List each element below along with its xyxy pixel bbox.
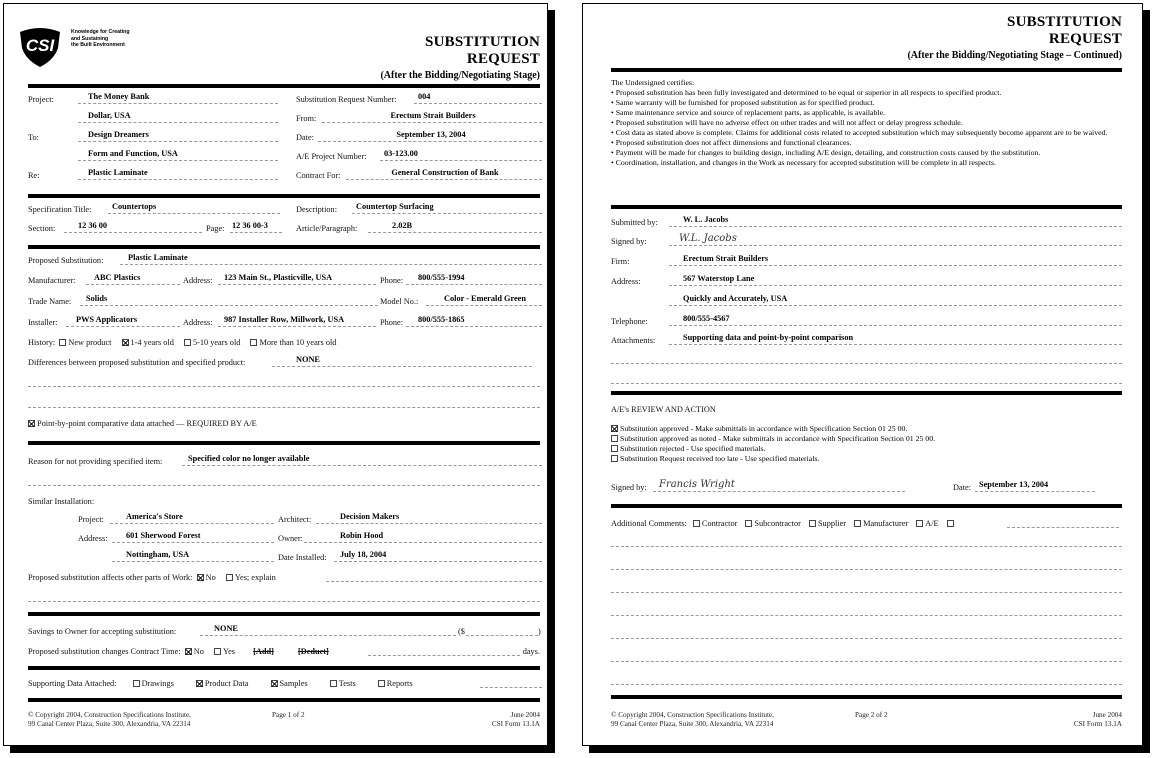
comment-line[interactable] [611,592,1122,593]
comment-line[interactable] [611,569,1122,570]
project-label: Project: [28,95,54,104]
description-label: Description: [296,205,338,214]
firm-field[interactable]: Erectum Strait Builders [669,254,1122,266]
comment-option-label: Manufacturer [863,519,909,528]
comment-option[interactable] [693,519,737,528]
savings-field[interactable]: NONE [200,624,456,636]
history-group [28,338,344,347]
comment-option-label: Subcontractor [754,519,801,528]
history-option-1-4[interactable]: 1-4 years old [122,338,174,347]
additional-comments-group [611,519,964,528]
checkbox[interactable] [611,455,618,462]
checkbox[interactable] [611,435,618,442]
contract-time-yes[interactable]: Yes [214,647,235,656]
checkbox[interactable] [250,339,257,346]
similar-project-field[interactable]: America's Store [110,512,274,524]
date-field[interactable]: September 13, 2004 [318,130,542,142]
checkbox[interactable] [745,520,752,527]
logo-tagline: Knowledge for Creating and Sustaining the Built Environment [71,29,130,48]
savings-dollar-suffix: ) [538,627,541,636]
to-field-line2[interactable]: Form and Function, USA [78,149,278,161]
manufacturer-label: Manufacturer: [28,276,76,285]
section-divider [611,695,1122,699]
date-label: Date: [296,133,314,142]
copyright-text: © Copyright 2004, Construction Specifications Institute, [28,711,191,719]
comment-option[interactable] [809,519,846,528]
review-option[interactable] [611,424,1122,434]
section-field[interactable]: 12 36 00 [64,221,202,233]
comment-option-label: Contractor [701,519,738,528]
checkbox[interactable] [330,680,337,687]
section-divider [28,612,540,616]
attachments-label: Attachments: [611,336,656,345]
supporting-other-field[interactable] [480,676,542,688]
comment-option[interactable] [916,519,938,528]
contract-time-no[interactable]: No [185,647,204,656]
certification-item: • Same warranty will be furnished for proposed substitution as for specified product. [611,98,1122,108]
point-by-point-option[interactable]: Point-by-point comparative data attached — REQUIRED BY A/E [28,419,257,428]
section-divider [28,245,540,249]
address-text: 99 Canal Center Plaza, Suite 300, Alexandria, VA 22314 [28,720,191,728]
re-field[interactable]: Plastic Laminate [78,168,278,180]
supporting-drawings[interactable]: Drawings [133,679,174,688]
review-heading: A/E's REVIEW AND ACTION [611,405,716,414]
spec-title-field[interactable]: Countertops [108,202,280,214]
proposed-substitution-field[interactable]: Plastic Laminate [120,253,542,265]
certifications [611,78,1122,168]
comment-option-label: A/E [925,519,939,528]
ae-date-field[interactable]: September 13, 2004 [975,480,1095,492]
certification-item: • Proposed substitution will have no adverse effect on other trades and will not affect or delay progress schedule. [611,118,1122,128]
attachments-field[interactable]: Supporting data and point-by-point comparison [669,333,1122,345]
to-field[interactable]: Design Dreamers [78,130,278,142]
section-divider [28,441,540,445]
comment-line[interactable] [611,661,1122,662]
savings-dollar-prefix: ($ [458,627,465,636]
date-installed-field[interactable]: July 18, 2004 [334,550,542,562]
page-field[interactable]: 12 36 00-3 [230,221,282,233]
supporting-reports[interactable]: Reports [378,679,413,688]
review-option-label: Substitution rejected - Use specified materials. [620,444,766,453]
address-field[interactable]: 567 Waterstop Lane [669,274,1122,286]
certification-item: • Same maintenance service and source of replacement parts, as applicable, is available. [611,108,1122,118]
checkbox[interactable] [611,445,618,452]
supporting-tests[interactable]: Tests [330,679,356,688]
savings-label: Savings to Owner for accepting substitution: [28,627,177,636]
certification-item: • Cost data as stated above is complete. Claims for additional costs related to accepted substitution which may subsequently become apparent are to be waived. [611,128,1122,138]
trade-name-field[interactable]: Solids [80,294,378,306]
certifies-heading: The Undersigned certifies: [611,78,695,87]
checkbox[interactable] [916,520,923,527]
contract-for-label: Contract For: [296,171,341,180]
signed-by-label: Signed by: [611,237,647,246]
supporting-product-data[interactable]: Product Data [196,679,249,688]
installer-phone-label: Phone: [380,318,404,327]
checkbox[interactable] [947,520,954,527]
form-date: June 2004 [1092,711,1122,719]
owner-label: Owner: [278,534,303,543]
project-field-line2[interactable]: Dollar, USA [78,111,278,123]
review-options [611,424,1122,464]
manufacturer-address-field[interactable]: 123 Main St., Plasticville, USA [218,273,376,285]
architect-field[interactable]: Decision Makers [316,512,542,524]
differences-field[interactable]: NONE [272,355,532,367]
article-label: Article/Paragraph: [296,224,358,233]
signature[interactable]: W.L. Jacobs [669,234,1122,246]
page-title: SUBSTITUTION REQUEST (After the Bidding/Negotiating Stage – Continued) [907,14,1122,61]
ae-project-number-field[interactable]: 03-123.00 [380,149,542,161]
certification-item: • Proposed substitution has been fully investigated and determined to be equal or superior in all respects to specified product. [611,88,1122,98]
ae-project-number-label: A/E Project Number: [296,152,367,161]
page-title: SUBSTITUTION REQUEST (After the Bidding/Negotiating Stage) [380,34,540,81]
checkbox[interactable] [378,680,385,687]
spec-title-label: Specification Title: [28,205,92,214]
checkbox[interactable] [196,680,203,687]
manufacturer-phone-label: Phone: [380,276,404,285]
trade-name-label: Trade Name: [28,297,72,306]
address-field-line2[interactable]: Quickly and Accurately, USA [669,294,1122,306]
comments-other-field[interactable] [1007,516,1119,528]
section-label: Section: [28,224,56,233]
review-option[interactable] [611,454,1122,464]
telephone-field[interactable]: 800/555-4567 [669,314,1122,326]
review-option-label: Substitution approved as noted - Make submittals in accordance with Specification Section 01 25 00. [620,434,936,443]
section-divider [28,698,540,702]
to-label: To: [28,133,39,142]
svg-text:CSI: CSI [25,36,55,55]
similar-address-field-line2[interactable]: Nottingham, USA [112,550,274,562]
certification-item: • Coordination, installation, and changes in the Work as necessary for accepted substitution will be complete in all respects. [611,158,1122,168]
similar-project-label: Project: [78,515,104,524]
form-page-1 [3,3,548,746]
checkbox[interactable] [854,520,861,527]
similar-installation-heading: Similar Installation: [28,497,95,506]
comment-option[interactable] [854,519,908,528]
comment-line[interactable] [611,684,1122,685]
telephone-label: Telephone: [611,317,648,326]
section-divider [611,205,1122,209]
project-field[interactable]: The Money Bank [78,92,278,104]
section-divider [28,666,540,670]
article-field[interactable]: 2.02B [368,221,542,233]
certification-item: • Proposed substitution does not affect dimensions and functional clearances. [611,138,1122,148]
owner-field[interactable]: Robin Hood [304,531,542,543]
days-field[interactable] [368,644,520,656]
blank-line[interactable] [28,485,540,486]
affects-no-option[interactable]: No [197,573,216,582]
form-number: CSI Form 13.1A [491,720,540,728]
add-option[interactable]: [Add] [253,647,274,656]
date-installed-label: Date Installed: [278,553,327,562]
checkbox[interactable] [185,648,192,655]
checkbox[interactable] [28,420,35,427]
certification-item: • Payment will be made for changes to building design, including A/E design, detailing, and construction costs caused by the substitution. [611,148,1122,158]
blank-line[interactable] [611,363,1122,364]
proposed-substitution-label: Proposed Substitution: [28,256,104,265]
ae-signed-by-label: Signed by: [611,483,647,492]
request-number-label: Substitution Request Number: [296,95,397,104]
manufacturer-address-label: Address: [183,276,213,285]
history-option-5-10[interactable]: 5-10 years old [184,338,240,347]
re-label: Re: [28,171,40,180]
ae-signature[interactable]: Francis Wright [653,480,905,492]
firm-label: Firm: [611,257,630,266]
checkbox[interactable] [693,520,700,527]
checkbox[interactable] [271,680,278,687]
section-divider [611,504,1122,508]
from-label: From: [296,114,317,123]
reason-field[interactable]: Specified color no longer available [182,454,542,466]
contract-for-field[interactable]: General Construction of Bank [346,168,542,180]
days-label: days. [522,647,540,656]
comment-line[interactable] [611,615,1122,616]
architect-label: Architect: [278,515,312,524]
deduct-option[interactable]: [Deduct] [297,647,329,656]
checkbox[interactable] [184,339,191,346]
comment-option[interactable] [745,519,801,528]
from-field[interactable]: Erectum Strait Builders [322,111,542,123]
installer-phone-field[interactable]: 800/555-1865 [406,315,542,327]
description-field[interactable]: Countertop Surfacing [352,202,542,214]
submitted-by-field[interactable]: W. L. Jacobs [669,215,1122,227]
form-date: June 2004 [510,711,540,719]
page-number: Page 1 of 2 [272,711,305,719]
ae-date-label: Date: [953,483,971,492]
page-label: Page: [206,224,225,233]
affects-explain-field[interactable] [326,570,542,582]
manufacturer-phone-field[interactable]: 800/555-1994 [406,273,542,285]
checkbox[interactable] [809,520,816,527]
savings-amount-field[interactable] [466,624,538,636]
model-number-field[interactable]: Color - Emerald Green [426,294,542,306]
review-option[interactable] [611,444,1122,454]
installer-address-field[interactable]: 987 Installer Row, Millwork, USA [218,315,376,327]
checkbox[interactable] [197,574,204,581]
blank-line[interactable] [28,386,540,387]
contract-time-group: Proposed substitution changes Contract Time: No Yes [Add] [Deduct] [28,647,329,656]
comment-line[interactable] [611,546,1122,547]
history-label: History: [28,338,56,347]
review-option[interactable] [611,434,1122,444]
section-divider [28,84,540,88]
review-option-label: Substitution approved - Make submittals in accordance with Specification Section 01 25 00. [620,424,908,433]
page-subtitle: (After the Bidding/Negotiating Stage – Continued) [907,50,1122,61]
checkbox[interactable] [611,425,618,432]
section-divider [28,194,540,198]
affects-work-group: Proposed substitution affects other parts of Work: No Yes; explain [28,573,276,582]
model-number-label: Model No.: [380,297,419,306]
blank-line[interactable] [28,601,540,602]
blank-line[interactable] [611,383,1122,384]
blank-line[interactable] [28,407,540,408]
address-label: Address: [611,277,641,286]
history-option-10-plus[interactable]: More than 10 years old [250,338,336,347]
comment-option[interactable] [947,519,956,528]
copyright-text: © Copyright 2004, Construction Specifications Institute, [611,711,774,719]
review-option-label: Substitution Request received too late - Use specified materials. [620,454,820,463]
manufacturer-field[interactable]: ABC Plastics [86,273,180,285]
installer-address-label: Address: [183,318,213,327]
similar-address-field[interactable]: 601 Sherwood Forest [112,531,274,543]
supporting-samples[interactable]: Samples [271,679,308,688]
supporting-data-group: Supporting Data Attached: Drawings Product Data Samples Tests Reports [28,679,413,688]
history-option-new[interactable]: New product [59,338,111,347]
similar-address-label: Address: [78,534,108,543]
installer-field[interactable]: PWS Applicators [66,315,180,327]
address-text: 99 Canal Center Plaza, Suite 300, Alexandria, VA 22314 [611,720,774,728]
checkbox[interactable] [214,648,221,655]
affects-yes-option[interactable]: Yes; explain [226,573,276,582]
form-page-2 [582,3,1143,746]
page-number: Page 2 of 2 [855,711,888,719]
checkbox[interactable] [122,339,129,346]
page-subtitle: (After the Bidding/Negotiating Stage) [380,70,540,81]
comment-line[interactable] [611,638,1122,639]
additional-comments-label: Additional Comments: [611,519,687,528]
section-divider [611,68,1122,72]
differences-label: Differences between proposed substitution and specified product: [28,358,246,367]
checkbox[interactable] [226,574,233,581]
submitted-by-label: Submitted by: [611,218,658,227]
checkbox[interactable] [59,339,66,346]
installer-label: Installer: [28,318,58,327]
checkbox[interactable] [133,680,140,687]
comment-option-label: Supplier [817,519,847,528]
form-number: CSI Form 13.1A [1073,720,1122,728]
reason-label: Reason for not providing specified item: [28,457,163,466]
request-number-field[interactable]: 004 [414,92,542,104]
section-divider [611,391,1122,395]
